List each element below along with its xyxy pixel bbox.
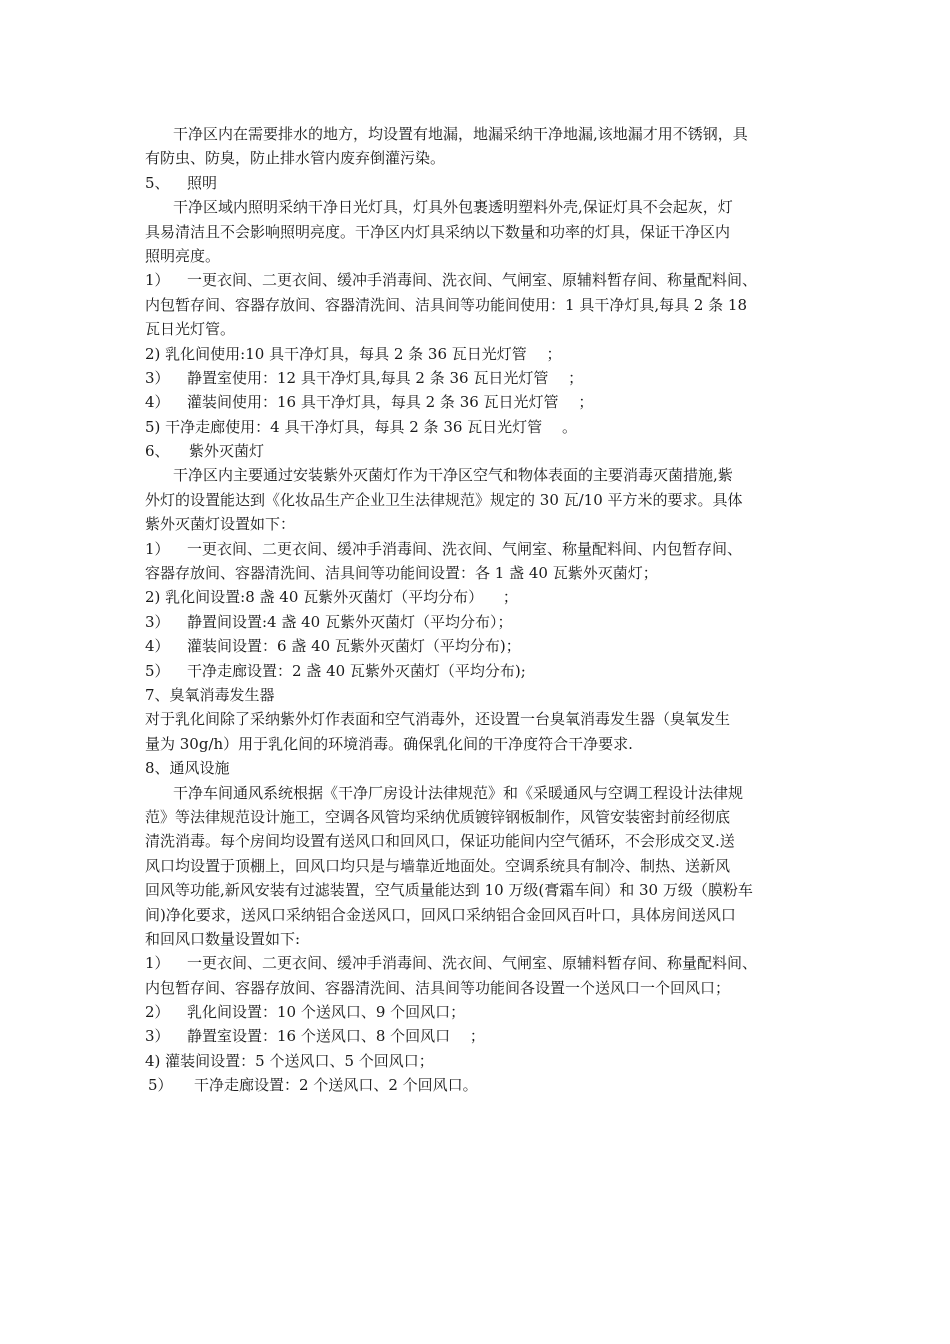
text-line [145,659,825,683]
list-number: 1） [145,954,170,973]
list-number: 3） [145,368,170,387]
line-text: 外灯的设置能达到《化妆品生产企业卫生法律规范》规定的 30 瓦/10 平方米的要求。具体 [145,490,743,509]
text-line [145,854,825,878]
list-number: 1） [145,271,170,290]
text-line [145,781,825,805]
text-line [145,1024,825,1048]
text-line [145,366,825,390]
list-number: 4） [145,637,170,656]
text-line [145,951,825,975]
line-text: 7、臭氧消毒发生器 [145,685,275,704]
text-line [145,268,825,292]
line-text: 灌装间使用：16 具干净灯具，每具 2 条 36 瓦日光灯管 ； [187,393,594,412]
text-line [145,390,825,414]
line-text: 干净车间通风系统根据《干净厂房设计法律规范》和《采暖通风与空调工程设计法律规 [173,783,744,802]
line-text: 4) 灌装间设置：5 个送风口、5 个回风口； [145,1051,434,1070]
list-number: 4） [145,393,170,412]
text-line [145,1049,825,1073]
text-line [145,683,825,707]
line-text: 清洗消毒。每个房间均设置有送风口和回风口，保证功能间内空气循环，不会形成交叉.送 [145,832,735,851]
line-text: 紫外灭菌灯 [189,442,265,461]
text-line [145,463,825,487]
text-line [145,293,825,317]
text-line [145,829,825,853]
line-text: 5) 干净走廊使用：4 具干净灯具，每具 2 条 36 瓦日光灯管 。 [145,417,577,436]
line-text: 照明 [187,173,218,192]
line-text: 2) 乳化间使用:10 具干净灯具，每具 2 条 36 瓦日光灯管 ； [145,344,562,363]
list-number: 2） [145,1003,170,1022]
text-line [145,488,825,512]
text-line [145,732,825,756]
line-text: 干净走廊设置：2 盏 40 瓦紫外灭菌灯（平均分布); [187,661,526,680]
text-line [145,439,825,463]
line-text: 间)净化要求，送风口采纳铝合金送风口，回风口采纳铝合金回风百叶口，具体房间送风口 [145,905,736,924]
text-line [145,976,825,1000]
line-text: 静置室设置：16 个送风口、8 个回风口 ； [187,1027,485,1046]
line-text: 具易清洁且不会影响照明亮度。干净区内灯具采纳以下数量和功率的灯具，保证干净区内 [145,222,731,241]
list-number: 5） [145,661,170,680]
line-text: 内包暂存间、容器存放间、容器清洗间、洁具间等功能间使用：1 具干净灯具,每具 2 条 18 [145,295,748,314]
line-text: 一更衣间、二更衣间、缓冲手消毒间、洗衣间、气闸室、原辅料暂存间、称量配料间、 [187,954,758,973]
text-line [145,342,825,366]
text-line [145,927,825,951]
line-text: 2) 乳化间设置:8 盏 40 瓦紫外灭菌灯（平均分布） ； [145,588,518,607]
line-text: 8、通风设施 [145,759,230,778]
line-text: 干净区内主要通过安装紫外灭菌灯作为干净区空气和物体表面的主要消毒灭菌措施,紫 [173,466,733,485]
line-text: 一更衣间、二更衣间、缓冲手消毒间、洗衣间、气闸室、称量配料间、内包暂存间、 [187,539,743,558]
text-line [145,220,825,244]
text-line [145,634,825,658]
text-line [145,244,825,268]
text-line [145,707,825,731]
text-line [145,756,825,780]
line-text: 回风等功能,新风安装有过滤装置，空气质量能达到 10 万级(膏霜车间）和 30 万级（膜粉车 [145,881,753,900]
text-line [145,195,825,219]
line-text: 一更衣间、二更衣间、缓冲手消毒间、洗衣间、气闸室、原辅料暂存间、称量配料间、 [187,271,758,290]
list-number: 3） [145,612,170,631]
line-text: 静置室使用：12 具干净灯具,每具 2 条 36 瓦日光灯管 ； [187,368,584,387]
text-line [145,805,825,829]
text-line [145,903,825,927]
text-line [145,537,825,561]
text-line [145,878,825,902]
text-line [145,561,825,585]
text-line [145,171,825,195]
text-line [145,585,825,609]
line-text: 干净区内在需要排水的地方，均设置有地漏，地漏采纳干净地漏,该地漏才用不锈钢，具 [173,125,748,143]
line-text: 风口均设置于顶棚上，回风口均只是与墙靠近地面处。空调系统具有制冷、制热、送新风 [145,856,731,875]
line-text: 有防虫、防臭，防止排水管内废弃倒灌污染。 [145,149,446,168]
line-text: 和回风口数量设置如下: [145,929,301,948]
text-line [145,512,825,536]
text-line [145,122,825,146]
line-text: 内包暂存间、容器存放间、容器清洗间、洁具间等功能间各设置一个送风口一个回风口； [145,978,731,997]
text-line [145,415,825,439]
document-body [145,122,825,1098]
list-number: 3） [145,1027,170,1046]
text-line [145,317,825,341]
line-text: 对于乳化间除了采纳紫外灯作表面和空气消毒外，还设置一台臭氧消毒发生器（臭氧发生 [145,710,731,729]
list-number: 5） [148,1076,173,1095]
line-text: 照明亮度。 [145,246,221,265]
line-text: 紫外灭菌灯设置如下： [145,515,296,534]
list-number: 1） [145,539,170,558]
line-text: 瓦日光灯管。 [145,320,236,339]
list-number: 5、 [145,173,170,192]
text-line [145,610,825,634]
line-text: 乳化间设置：10 个送风口、9 个回风口； [187,1003,466,1022]
text-line [145,1000,825,1024]
line-text: 灌装间设置：6 盏 40 瓦紫外灭菌灯（平均分布)； [187,637,521,656]
line-text: 量为 30g/h）用于乳化间的环境消毒。确保乳化间的干净度符合干净要求. [145,734,633,753]
text-line [145,1073,825,1097]
line-text: 范》等法律规范设计施工，空调各风管均采纳优质镀锌钢板制作，风管安装密封前经彻底 [145,807,731,826]
text-line [145,146,825,170]
list-number: 6、 [145,442,170,461]
line-text: 静置间设置:4 盏 40 瓦紫外灭菌灯（平均分布）； [187,612,513,631]
line-text: 干净区域内照明采纳干净日光灯具，灯具外包裹透明塑料外壳,保证灯具不会起灰，灯 [173,198,733,217]
line-text: 干净走廊设置：2 个送风口、2 个回风口。 [194,1076,478,1095]
line-text: 容器存放间、容器清洗间、洁具间等功能间设置：各 1 盏 40 瓦紫外灭菌灯； [145,564,658,583]
